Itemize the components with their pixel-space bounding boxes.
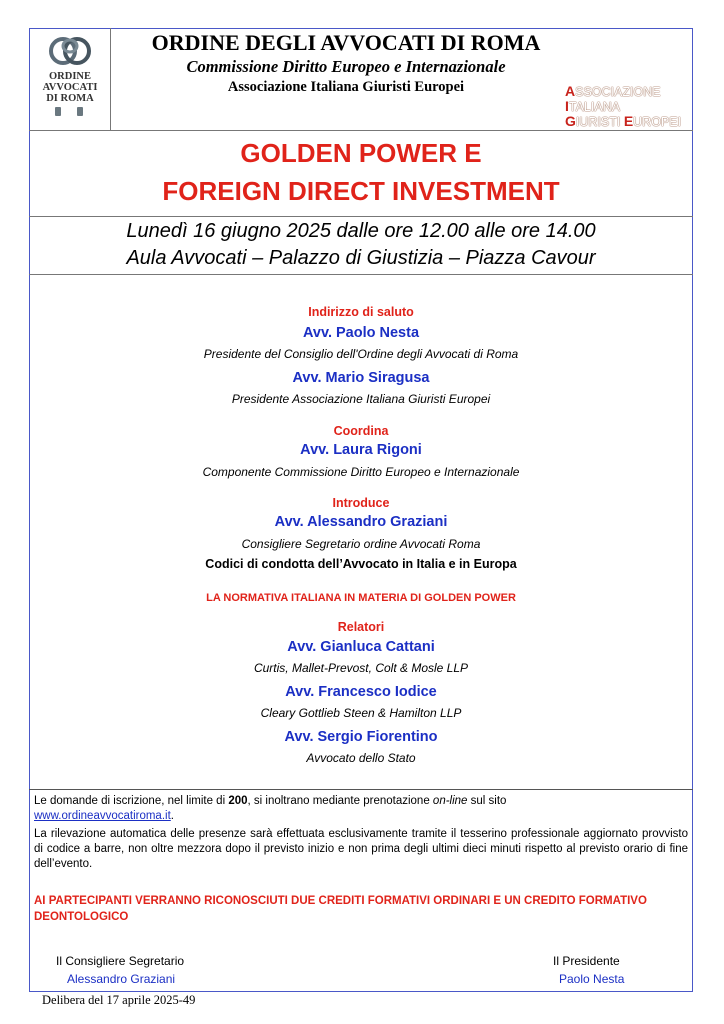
event-date: Lunedì 16 giugno 2025 dalle ore 12.00 alle ore 14.00 <box>126 220 596 242</box>
bar-logo <box>29 28 111 131</box>
speaker-name: Avv. Gianluca Cattani <box>287 639 435 655</box>
speaker-role: Consigliere Segretario ordine Avvocati Roma <box>241 537 481 551</box>
left-signature-name: Alessandro Graziani <box>67 972 176 986</box>
speaker-role: Curtis, Mallet-Prevost, Colt & Mosle LLP <box>253 661 469 675</box>
registration-text <box>34 794 688 824</box>
speaker-name: Avv. Laura Rigoni <box>300 442 422 458</box>
speaker-role: Componente Commissione Diritto Europeo e Internazionale <box>202 465 520 479</box>
speaker-name: Avv. Francesco Iodice <box>285 684 437 700</box>
speaker-role: Presidente del Consiglio dell'Ordine degli Avvocati di Roma <box>203 347 519 361</box>
link-period: . <box>170 810 174 822</box>
event-title-line-2: FOREIGN DIRECT INVESTMENT <box>162 176 560 206</box>
section-heading: LA NORMATIVA ITALIANA IN MATERIA DI GOLDEN POWER <box>206 592 516 604</box>
talk-topic: Codici di condotta dell’Avvocato in Italia e in Europa <box>205 557 517 571</box>
left-signature-title: Il Consigliere Segretario <box>56 954 185 968</box>
event-title-line-1: GOLDEN POWER E <box>240 138 482 168</box>
knot-emblem-icon <box>47 34 93 68</box>
registration-post: sul sito <box>467 795 507 807</box>
speaker-role: Cleary Gottlieb Steen & Hamilton LLP <box>260 706 462 720</box>
greeting-label: Indirizzo di saluto <box>308 305 414 319</box>
right-signature-title: Il Presidente <box>553 954 620 968</box>
event-venue: Aula Avvocati – Palazzo di Giustizia – Piazza Cavour <box>126 247 596 269</box>
org-name: ORDINE DEGLI AVVOCATI DI ROMA <box>151 30 541 55</box>
speaker-name: Avv. Sergio Fiorentino <box>284 729 438 745</box>
attendance-text: La rilevazione automatica delle presenze sarà effettuata esclusivamente tramite il tesserino professionale aggiornato provvisto di codice a barre, non oltre mezzora dopo il previsto inizio e non prima degli ultimi dieci minuti rispetto al previsto orario di fine dell’evento. <box>34 828 688 870</box>
pillars-icon <box>53 107 87 117</box>
speaker-role: Avvocato dello Stato <box>306 751 416 765</box>
registration-mid: , si inoltrano mediante prenotazione <box>247 795 433 807</box>
delibera-note: Delibera del 17 aprile 2025-49 <box>42 993 196 1007</box>
divider <box>29 789 693 790</box>
credits-notice: AI PARTECIPANTI VERRANNO RICONOSCIUTI DUE CREDITI FORMATIVI ORDINARI E UN CREDITO FORMATIVO DEONTOLOGICO <box>34 895 647 923</box>
intro-label: Introduce <box>332 496 390 510</box>
coord-label: Coordina <box>333 424 389 438</box>
logo-line-2: AVVOCATI <box>42 82 98 93</box>
registration-online: on-line <box>432 795 468 807</box>
registration-pre: Le domande di iscrizione, nel limite di <box>34 795 229 807</box>
website-link[interactable]: www.ordineavvocatiroma.it <box>34 810 171 822</box>
speaker-name: Avv. Mario Siragusa <box>292 370 430 386</box>
speaker-role: Presidente Associazione Italiana Giuristi Europei <box>231 392 491 406</box>
logo-line-3: DI ROMA <box>46 93 94 104</box>
speaker-name: Avv. Paolo Nesta <box>302 325 420 341</box>
association-name: Associazione Italiana Giuristi Europei <box>227 79 465 95</box>
commission-name: Commissione Diritto Europeo e Internazionale <box>186 57 506 76</box>
speakers-label: Relatori <box>337 620 385 634</box>
right-signature-name: Paolo Nesta <box>559 972 625 986</box>
speaker-name: Avv. Alessandro Graziani <box>274 514 448 530</box>
logo-line-1: ORDINE <box>48 71 91 82</box>
registration-limit: 200 <box>228 795 248 807</box>
